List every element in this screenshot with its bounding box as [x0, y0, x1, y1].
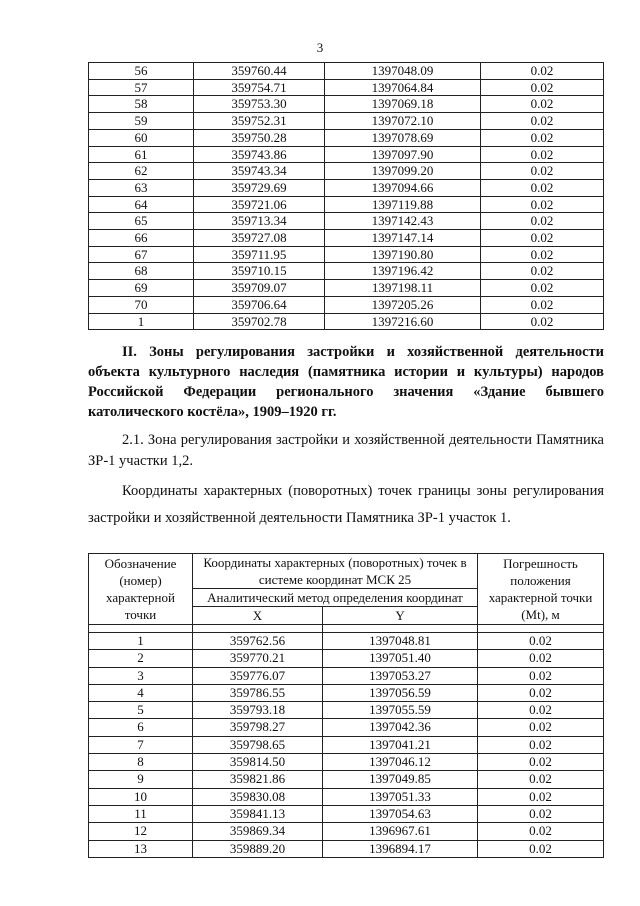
table-cell: 0.02: [481, 263, 604, 280]
table-cell: 359841.13: [193, 805, 323, 822]
table-cell: 0.02: [478, 840, 604, 857]
table-cell: 61: [89, 146, 194, 163]
table-cell: 5: [89, 702, 193, 719]
table-spacer-row: [89, 625, 604, 633]
table-cell: 359830.08: [193, 788, 323, 805]
table-cell: 359869.34: [193, 823, 323, 840]
table-row: [89, 63, 604, 80]
table-row: [89, 113, 604, 130]
table-cell: 64: [89, 196, 194, 213]
table-cell: 13: [89, 840, 193, 857]
table-cell: 1397056.59: [323, 684, 478, 701]
table-cell: 1397078.69: [325, 129, 481, 146]
table-row: [89, 650, 604, 667]
table-cell: 62: [89, 163, 194, 180]
page-number: 3: [316, 40, 324, 55]
table-cell: 0.02: [481, 196, 604, 213]
table-cell: 0.02: [481, 230, 604, 247]
table-cell: 0.02: [481, 296, 604, 313]
table-cell: 1397048.81: [323, 633, 478, 650]
table-cell: 359709.07: [194, 280, 325, 297]
table-cell: 8: [89, 754, 193, 771]
table-cell: 0.02: [478, 823, 604, 840]
table-cell: 0.02: [481, 163, 604, 180]
table-cell: 67: [89, 246, 194, 263]
table-cell: 359793.18: [193, 702, 323, 719]
table-cell: 1397147.14: [325, 230, 481, 247]
table-row: [89, 280, 604, 297]
table-row: [89, 179, 604, 196]
table-row: [89, 296, 604, 313]
table-cell: 4: [89, 684, 193, 701]
table-cell: 1396967.61: [323, 823, 478, 840]
table-cell: 1397205.26: [325, 296, 481, 313]
table-cell: 0.02: [481, 146, 604, 163]
paragraph-coordinates-intro: [88, 478, 604, 532]
table-cell: 359743.34: [194, 163, 325, 180]
table-cell: 3: [89, 667, 193, 684]
table-cell: 0.02: [478, 702, 604, 719]
table-cell: 2: [89, 650, 193, 667]
table-cell: 1397216.60: [325, 313, 481, 330]
table-cell: 359713.34: [194, 213, 325, 230]
table-cell: 359814.50: [193, 754, 323, 771]
table-cell: 359710.15: [194, 263, 325, 280]
table-cell: 11: [89, 805, 193, 822]
table-row: [89, 163, 604, 180]
table-cell: 1397099.20: [325, 163, 481, 180]
table-cell: 10: [89, 788, 193, 805]
table-cell: 1397072.10: [325, 113, 481, 130]
table-cell: 0.02: [478, 736, 604, 753]
table-cell: 359760.44: [194, 63, 325, 80]
table-cell: 1397190.80: [325, 246, 481, 263]
table-cell: 0.02: [478, 754, 604, 771]
coordinates-table-continued: [88, 62, 604, 330]
table-cell: 359727.08: [194, 230, 325, 247]
table-row: [89, 633, 604, 650]
table-cell: 359889.20: [193, 840, 323, 857]
table-cell: 70: [89, 296, 194, 313]
header-point-number: Обозначение (номер) характерной точки: [89, 554, 193, 625]
table-cell: 0.02: [478, 805, 604, 822]
header-method: Аналитический метод определения координат: [193, 589, 478, 607]
table-cell: 1397049.85: [323, 771, 478, 788]
table-cell: 1396894.17: [323, 840, 478, 857]
table-cell: 0.02: [481, 213, 604, 230]
table-cell: 0.02: [478, 788, 604, 805]
table-row: [89, 702, 604, 719]
table-cell: 1397053.27: [323, 667, 478, 684]
table-cell: 359776.07: [193, 667, 323, 684]
table-cell: 0.02: [481, 313, 604, 330]
table-cell: 69: [89, 280, 194, 297]
table-cell: 59: [89, 113, 194, 130]
table-cell: 57: [89, 79, 194, 96]
table-cell: 12: [89, 823, 193, 840]
table-cell: 1397042.36: [323, 719, 478, 736]
table-cell: 1397048.09: [325, 63, 481, 80]
table-cell: 359721.06: [194, 196, 325, 213]
table-row: [89, 313, 604, 330]
table-cell: 359798.65: [193, 736, 323, 753]
table-cell: 359770.21: [193, 650, 323, 667]
table-row: [89, 79, 604, 96]
table-cell: 359702.78: [194, 313, 325, 330]
table-cell: 359762.56: [193, 633, 323, 650]
table-row: [89, 246, 604, 263]
table-cell: 1: [89, 313, 194, 330]
paragraph-zone-text: 2.1. Зона регулирования застройки и хозяйственной деятельности Памятника ЗР-1 участки 1,2.: [88, 432, 604, 469]
table-cell: 359706.64: [194, 296, 325, 313]
table-cell: 66: [89, 230, 194, 247]
table-cell: 1397119.88: [325, 196, 481, 213]
table-cell: 0.02: [481, 129, 604, 146]
table-cell: 9: [89, 771, 193, 788]
table-cell: 6: [89, 719, 193, 736]
header-y: Y: [323, 607, 478, 625]
table-cell: 58: [89, 96, 194, 113]
table-cell: 0.02: [481, 96, 604, 113]
table-row: [89, 736, 604, 753]
table-cell: 65: [89, 213, 194, 230]
table-cell: 359729.69: [194, 179, 325, 196]
table-cell: 0.02: [478, 771, 604, 788]
table-cell: 0.02: [481, 113, 604, 130]
table-cell: 1397198.11: [325, 280, 481, 297]
table-cell: 0.02: [481, 246, 604, 263]
section-title-text: II. Зоны регулирования застройки и хозяйственной деятельности объекта культурного наследия (памятника истории и культуры) народов Российской Федерации регионального значения «Здание бывшего католического костёла», 1909–1920 гг.: [88, 344, 604, 420]
table-cell: 1397046.12: [323, 754, 478, 771]
table-cell: 0.02: [481, 280, 604, 297]
table-cell: 1397055.59: [323, 702, 478, 719]
table-cell: 1397196.42: [325, 263, 481, 280]
table-cell: 359711.95: [194, 246, 325, 263]
table-cell: 1397097.90: [325, 146, 481, 163]
table-row: [89, 667, 604, 684]
table-cell: 56: [89, 63, 194, 80]
table-cell: 359753.30: [194, 96, 325, 113]
table-cell: 0.02: [478, 719, 604, 736]
table-row: [89, 754, 604, 771]
table-cell: 1397094.66: [325, 179, 481, 196]
table-row: [89, 129, 604, 146]
table-cell: 1397054.63: [323, 805, 478, 822]
table-cell: 359821.86: [193, 771, 323, 788]
table-row: [89, 146, 604, 163]
table-cell: 0.02: [478, 684, 604, 701]
coordinates-table-zr1: [88, 553, 604, 858]
table-row: [89, 684, 604, 701]
table-cell: 1397142.43: [325, 213, 481, 230]
table-cell: 359750.28: [194, 129, 325, 146]
table-cell: 0.02: [478, 650, 604, 667]
table-cell: 0.02: [478, 633, 604, 650]
table-cell: 1: [89, 633, 193, 650]
header-error: Погрешность положения характерной точки (Mt), м: [478, 554, 604, 625]
table-cell: 1397051.40: [323, 650, 478, 667]
table-cell: 0.02: [481, 63, 604, 80]
table-cell: 63: [89, 179, 194, 196]
table-cell: 1397051.33: [323, 788, 478, 805]
table-row: [89, 840, 604, 857]
table-cell: 1397064.84: [325, 79, 481, 96]
table-row: [89, 213, 604, 230]
table-row: [89, 263, 604, 280]
header-x: X: [193, 607, 323, 625]
table-cell: 68: [89, 263, 194, 280]
paragraph-zone-description: [88, 430, 604, 472]
table-cell: 359786.55: [193, 684, 323, 701]
table-row: [89, 771, 604, 788]
table-cell: 0.02: [481, 79, 604, 96]
table-cell: 359754.71: [194, 79, 325, 96]
paragraph-coordinates-text: Координаты характерных (поворотных) точек границы зоны регулирования застройки и хозяйственной деятельности Памятника ЗР-1 участок 1.: [88, 483, 604, 526]
table-cell: 359743.86: [194, 146, 325, 163]
table-cell: 7: [89, 736, 193, 753]
table-row: [89, 788, 604, 805]
table-cell: 0.02: [478, 667, 604, 684]
table-row: [89, 823, 604, 840]
table-row: [89, 196, 604, 213]
table-cell: 0.02: [481, 179, 604, 196]
table-cell: 1397069.18: [325, 96, 481, 113]
table-row: [89, 719, 604, 736]
table-cell: 359798.27: [193, 719, 323, 736]
table-row: [89, 96, 604, 113]
table-cell: 1397041.21: [323, 736, 478, 753]
section-title: [88, 342, 604, 422]
table-row: [89, 230, 604, 247]
table-cell: 60: [89, 129, 194, 146]
table-cell: 359752.31: [194, 113, 325, 130]
header-coordinates: Координаты характерных (поворотных) точек в системе координат МСК 25: [193, 554, 478, 589]
table-row: [89, 805, 604, 822]
